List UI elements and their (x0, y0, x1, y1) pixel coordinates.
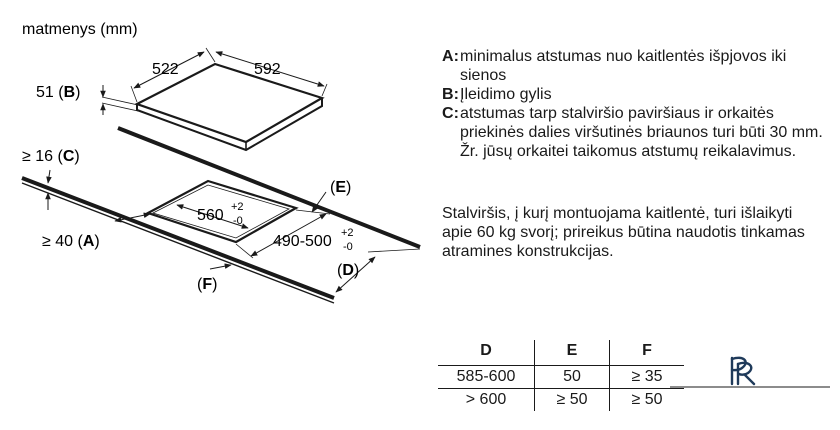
dim-51-label: 51 (B) (36, 84, 81, 101)
legend-text: Įleidimo gylis (460, 86, 552, 103)
label-e: E (335, 179, 346, 196)
table-header-f: F (610, 340, 685, 366)
table-cell: > 600 (465, 391, 507, 408)
table-cell: ≥ 50 (535, 389, 610, 412)
table-cell: 50 (535, 366, 610, 389)
legend (442, 47, 832, 161)
dim-40-label: ≥ 40 (A) (42, 233, 100, 250)
label-f: F (202, 276, 213, 293)
load-note: Stalviršis, į kurį montuojama kaitlentė, turi išlaikyti apie 60 kg svorį; prireikus būtina naudotis tinkamas atramines konstrukcijas. (442, 205, 805, 260)
label-f-text: (F) (197, 276, 218, 293)
table-header-row (438, 340, 684, 366)
legend-key: B (442, 86, 454, 103)
clearance-table (438, 340, 684, 411)
table-cell: ≥ 35 (610, 366, 685, 389)
label-a: A (82, 233, 95, 250)
label-d-text: (D) (337, 262, 360, 279)
dim-592-label: 592 (254, 61, 281, 78)
table-cell: ≥ 50 (610, 389, 685, 412)
dim-16-label: ≥ 16 (C) (22, 148, 80, 165)
legend-item-a: A: minimalus atstumas nuo kaitlentės išpjovos iki sienos (442, 47, 832, 85)
table-row (438, 389, 684, 412)
legend-item-b: B: Įleidimo gylis (442, 85, 832, 104)
table-header-e: E (535, 340, 610, 366)
legend-text: atstumas tarp stalviršio paviršiaus ir orkaitės priekinės dalies viršutinės briaunos turi būti 30 mm. Žr. jūsų orkaitei taikomus atstumų reikalavimus. (460, 105, 823, 160)
dim-490-500-tol-plus: +2 (341, 227, 354, 239)
dim-560-tol-plus: +2 (231, 201, 244, 213)
label-b: B (63, 84, 76, 101)
legend-key: C (442, 105, 454, 122)
dim-560-label: 560 (197, 207, 224, 224)
label-c: C (62, 148, 75, 165)
table-header-d: D (480, 342, 492, 359)
legend-item-c: C: atstumas tarp stalviršio paviršiaus ir orkaitės priekinės dalies viršutinės briaunos turi būti 30 mm. Žr. jūsų orkaitei taikomus atstumų reikalavimus. (442, 104, 832, 161)
label-e-text: (E) (330, 179, 352, 196)
dim-40-value: ≥ 40 (42, 233, 74, 250)
dim-522-label: 522 (152, 61, 179, 78)
dim-51-value: 51 (36, 84, 54, 101)
units-header: matmenys (mm) (22, 21, 138, 38)
dim-560-tol-minus: -0 (233, 215, 243, 227)
legend-text: minimalus atstumas nuo kaitlentės išpjovos iki sienos (460, 48, 787, 84)
dim-490-500-label: 490-500 (273, 233, 332, 250)
legend-key: A (442, 48, 454, 65)
table-row (438, 366, 684, 389)
label-d: D (342, 262, 354, 279)
dim-16-value: ≥ 16 (22, 148, 54, 165)
dim-490-500-tol-minus: -0 (343, 241, 353, 253)
pr-logo (668, 350, 832, 400)
table-cell: 585-600 (456, 368, 516, 385)
